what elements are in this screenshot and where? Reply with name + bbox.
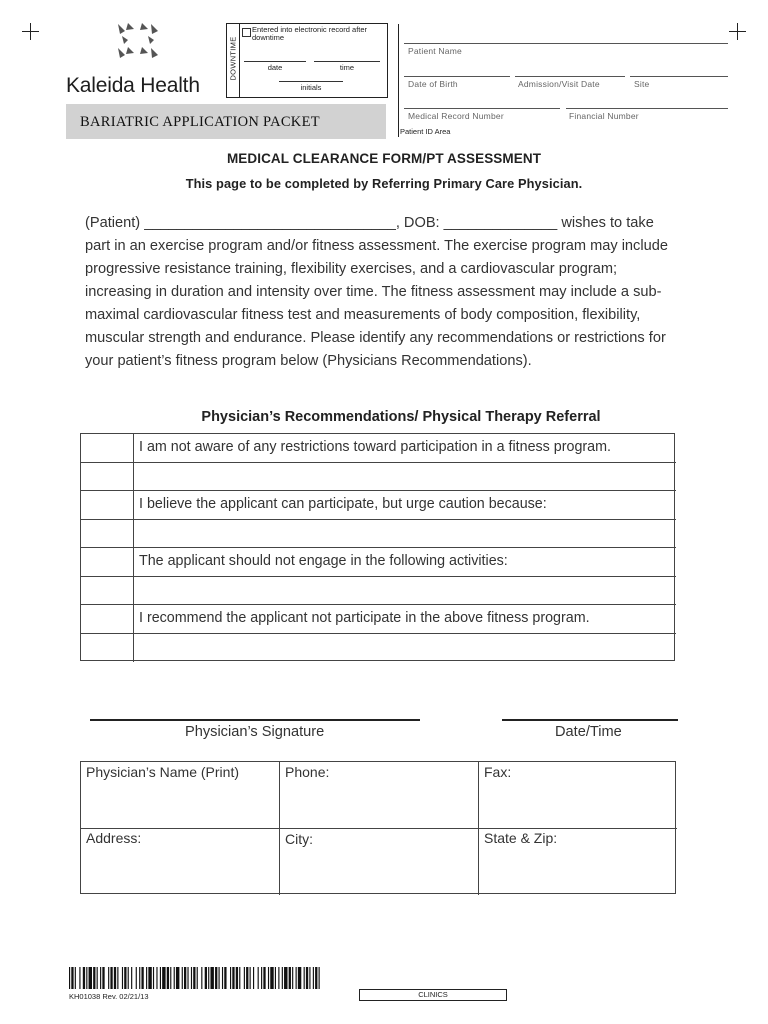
paragraph-line: (Patient) _______________________________, DOB: ______________ wishes to take xyxy=(85,215,654,231)
paragraph-line: your patient’s fitness program below (Physicians Recommendations). xyxy=(85,353,532,369)
packet-banner xyxy=(66,104,386,139)
fax-field[interactable] xyxy=(479,762,675,828)
rec-notes-cell[interactable] xyxy=(134,634,674,660)
city-field[interactable] xyxy=(280,829,478,893)
paragraph-line: part in an exercise program and/or fitness assessment. The exercise program may include xyxy=(85,238,668,254)
form-title: MEDICAL CLEARANCE FORM/PT ASSESSMENT xyxy=(226,151,542,166)
mrn-label: Medical Record Number xyxy=(408,111,504,121)
downtime-checkbox[interactable] xyxy=(242,28,251,37)
date-label: date xyxy=(267,63,283,72)
mrn-line[interactable] xyxy=(404,108,560,109)
paragraph-line: progressive resistance training, flexibility exercises, and a cardiovascular program; xyxy=(85,261,618,277)
crop-mark-right xyxy=(729,23,746,40)
rec-option-caution: I believe the applicant can participate, but urge caution because: xyxy=(139,496,547,512)
packet-title: BARIATRIC APPLICATION PACKET xyxy=(80,114,320,130)
time-label: time xyxy=(339,63,355,72)
downtime-label: DOWNTIME xyxy=(228,36,238,81)
rec-notes-cell[interactable] xyxy=(134,577,674,604)
financial-number-line[interactable] xyxy=(566,108,728,109)
rec-option-not-participate: I recommend the applicant not participate in the above fitness program. xyxy=(139,610,590,626)
crop-mark-left xyxy=(22,23,39,40)
address-field[interactable] xyxy=(81,829,279,893)
signature-line[interactable] xyxy=(90,719,420,721)
address-label: Address: xyxy=(86,830,142,846)
admission-date-line[interactable] xyxy=(515,76,625,77)
barcode-icon xyxy=(69,967,321,989)
signature-label: Physician’s Signature xyxy=(185,724,325,740)
physician-name-label: Physician’s Name (Print) xyxy=(86,764,240,780)
rec-checkbox-cell[interactable] xyxy=(81,490,133,519)
paragraph-line: maximal cardiovascular fitness test and measurements of body composition, flexibility, xyxy=(85,307,641,323)
site-line[interactable] xyxy=(630,76,728,77)
physician-info-table xyxy=(80,761,676,894)
patient-name-line[interactable] xyxy=(404,43,728,44)
downtime-checkbox-label: Entered into electronic record after downtime xyxy=(252,25,368,42)
admission-date-label: Admission/Visit Date xyxy=(518,79,600,89)
form-code: KH01038 Rev. 02/21/13 xyxy=(69,992,149,1001)
paragraph-line: muscular strength and endurance. Please identify any recommendations or restrictions for xyxy=(85,330,666,346)
city-label: City: xyxy=(285,831,313,847)
rec-checkbox-cell[interactable] xyxy=(81,604,133,633)
date-line[interactable] xyxy=(244,61,306,62)
patient-id-area-label: Patient ID Area xyxy=(400,127,451,136)
rec-checkbox-cell[interactable] xyxy=(81,547,133,576)
datetime-line[interactable] xyxy=(502,719,678,721)
rec-checkbox-cell[interactable] xyxy=(81,434,133,462)
recommendations-table xyxy=(80,433,675,661)
initials-line[interactable] xyxy=(279,81,343,82)
physician-name-field[interactable] xyxy=(81,762,279,828)
paragraph-line: increasing in duration and intensity over time. The fitness assessment may include a sub- xyxy=(85,284,662,300)
state-zip-field[interactable] xyxy=(479,829,675,893)
downtime-box xyxy=(226,23,388,98)
recommendations-title: Physician’s Recommendations/ Physical Therapy Referral xyxy=(201,409,601,425)
rec-option-no-restrictions: I am not aware of any restrictions toward participation in a fitness program. xyxy=(139,439,612,455)
phone-label: Phone: xyxy=(285,764,330,780)
kaleida-logo-icon xyxy=(116,22,160,68)
department-box xyxy=(359,989,507,1001)
state-zip-label: State & Zip: xyxy=(484,830,558,846)
fax-label: Fax: xyxy=(484,764,512,780)
patient-name-label: Patient Name xyxy=(408,46,462,56)
time-line[interactable] xyxy=(314,61,380,62)
initials-label: initials xyxy=(300,83,322,92)
dob-label: Date of Birth xyxy=(408,79,458,89)
department-label: CLINICS xyxy=(418,990,448,999)
site-label: Site xyxy=(634,79,650,89)
financial-number-label: Financial Number xyxy=(569,111,639,121)
phone-field[interactable] xyxy=(280,762,478,828)
rec-notes-cell[interactable] xyxy=(134,520,674,547)
dob-line[interactable] xyxy=(404,76,510,77)
rec-option-avoid-activities: The applicant should not engage in the following activities: xyxy=(139,553,508,569)
form-subtitle: This page to be completed by Referring Primary Care Physician. xyxy=(185,176,583,191)
datetime-label: Date/Time xyxy=(555,724,622,740)
brand-name: Kaleida Health xyxy=(66,74,200,97)
rec-notes-cell[interactable] xyxy=(134,463,674,490)
